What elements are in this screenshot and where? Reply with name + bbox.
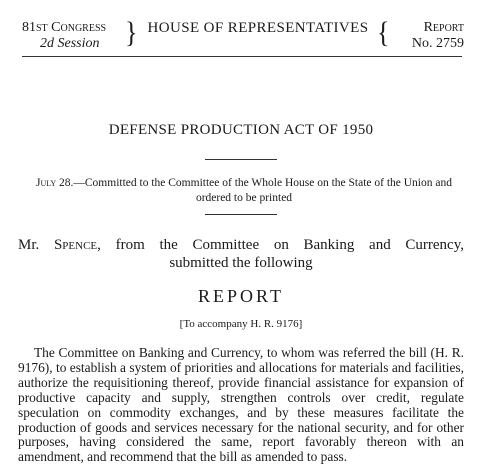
submitter-line-1 (18, 236, 464, 254)
committed-rule (205, 214, 277, 215)
submitter-line-2: submitted the following (169, 255, 313, 271)
act-title: DEFENSE PRODUCTION ACT OF 1950 (108, 122, 374, 138)
submitter-committee: , from the Committee on Banking and Currency, (97, 237, 464, 253)
right-brace-icon: { (377, 15, 390, 50)
report-heading: REPORT (198, 286, 284, 306)
submitter-prefix: Mr. (18, 237, 54, 253)
chamber-title: HOUSE OF REPRESENTATIVES (147, 20, 369, 36)
submitter-name: Spence (53, 237, 98, 253)
accompany-note: [To accompany H. R. 9176] (179, 318, 303, 330)
congress-label: 81st Congress (22, 20, 107, 35)
report-header (22, 14, 462, 54)
session-label: 2d Session (40, 36, 100, 51)
report-number-block (392, 20, 464, 52)
congress-session (22, 20, 106, 52)
header-rule (22, 56, 462, 57)
left-brace-icon: } (125, 15, 138, 50)
submitter-statement (18, 236, 464, 272)
committed-note (32, 176, 456, 206)
report-label: Report (423, 20, 464, 35)
title-rule (205, 159, 277, 160)
committed-text: —Committed to the Committee of the Whole House on the State of the Union and ordered to be printed (73, 177, 452, 204)
committed-date: July 28. (36, 177, 74, 189)
report-number: No. 2759 (411, 36, 464, 51)
body-paragraph: The Committee on Banking and Currency, to whom was referred the bill (H. R. 9176), to establish a system of priorities and allocations for materials and facilities, authorize the requisitioning thereof, provide financial assistance for expansion of productive capacity and supply, strengthen controls over credit, regulate speculation on commodity exchanges, and by these measures facilitate the production of goods and services necessary for the national security, and for other purposes, having considered the same, report favorably thereon with an amendment, and recommend that the bill as amended to pass. (18, 345, 464, 465)
